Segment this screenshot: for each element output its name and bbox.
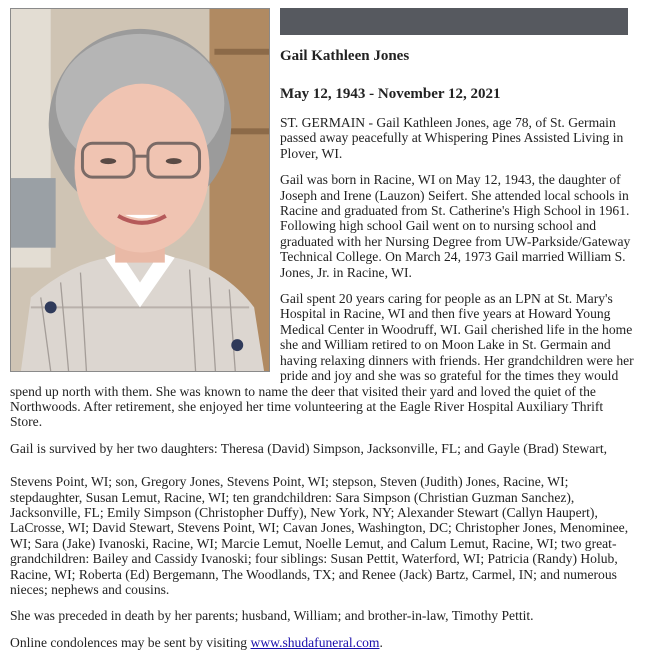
portrait-photo: [10, 8, 270, 372]
paragraph-survived-intro: Gail is survived by her two daughters: Theresa (David) Simpson, Jacksonville, FL; and Gayle (Brad) Stewart,: [10, 440, 607, 456]
paragraph-survived-list: Stevens Point, WI; son, Gregory Jones, Stevens Point, WI; stepson, Steven (Judith) Jones, Racine, WI; stepdaughter, Susan Lemut, Racine, WI; ten grandchildren: Sara Simpson (Christian Guzman Sanchez), Jacksonville, FL; Emily Simpson (Christopher Duffy), New York, NY; Alexander Stewart (Callyn Haupert), LaCrosse, WI; David Stewart, Stevens Point, WI; Cavan Jones, Washington, DC; Christopher Jones, Menominee, WI; Sara (Jake) Ivanoski, Racine, WI; Marcie Lemut, Noelle Lemut, and Calum Lemut, Racine, WI; two great-grandchildren: Bailey and Cassidy Ivanoski; four siblings: Susan Pettit, Waterford, WI; Patricia (Randy) Holub, Racine, WI; Roberta (Ed) Bergemann, The Woodlands, TX; and Renee (Jack) Bartz, Carmel, IN; and numerous nieces; nephews and cousins.: [10, 474, 629, 597]
paragraph-condolences: [10, 635, 636, 650]
condolences-text: Online condolences may be sent by visiting: [10, 634, 251, 650]
condolences-period: .: [379, 634, 383, 650]
paragraph-biography: Gail was born in Racine, WI on May 12, 1943, the daughter of Joseph and Irene (Lauzon) Seifert. She attended local schools in Racine and graduated from St. Catherine's High School in 1961. Following high school Gail went on to nursing school and graduated with her Nursing Degree from UW-Parkside/Gateway Technical College. On March 24, 1973 Gail married William S. Jones, Jr. in Racine, WI.: [280, 172, 631, 280]
portrait-image: [11, 9, 269, 371]
paragraph-preceded: She was preceded in death by her parents; husband, William; and brother-in-law, Timothy Pettit.: [10, 608, 534, 624]
funeral-home-link[interactable]: www.shudafuneral.com: [250, 634, 380, 650]
life-dates: May 12, 1943 - November 12, 2021: [280, 86, 501, 102]
paragraph-intro: ST. GERMAIN - Gail Kathleen Jones, age 78, of St. Germain passed away peacefully at Whispering Pines Assisted Living in Plover, WI.: [280, 115, 624, 161]
deceased-name: Gail Kathleen Jones: [280, 48, 410, 64]
paragraph-career: Gail spent 20 years caring for people as an LPN at St. Mary's Hospital in Racine, WI and then five years at Howard Young Medical Center in Woodruff, WI. Gail cherished life in the home she and William retired to on Moon Lake in St. Germain and having relaxing dinners with friends. Her grandchildren were her pride and joy and she was so grateful for the times they would spend up north with them. She was known to name the deer that visited their yard and loved the quiet of the Northwoods. After retirement, she enjoyed her time volunteering at the Eagle River Hospital Auxiliary Thrift Store.: [10, 291, 634, 430]
header-bar: [280, 8, 628, 35]
